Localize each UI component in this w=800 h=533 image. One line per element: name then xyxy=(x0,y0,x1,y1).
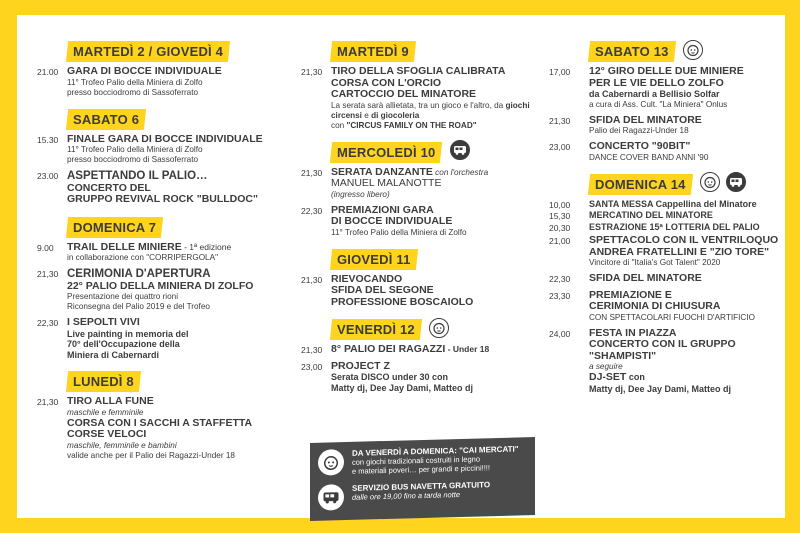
info-row-bus: SERVIZIO BUS NAVETTA GRATUITO dalle ore 19,00 fino a tarda notte xyxy=(318,479,527,502)
event: 22,30 I SEPOLTI VIVI Live painting in memoria del 70° dell'Occupazione della Miniera di Cabernardi xyxy=(37,316,189,360)
day-header: LUNEDÌ 8 xyxy=(66,371,141,392)
column-2 xyxy=(301,35,549,398)
event: 22,30 PREMIAZIONI GARA DI BOCCE INDIVIDUALE 11° Trofeo Palio della Miniera di Zolfo xyxy=(301,203,467,237)
event: 23.00 ASPETTANDO IL PALIO… CONCERTO DEL GRUPPO REVIVAL ROCK "BULLDOC" xyxy=(37,170,258,205)
info-row-markets: DA VENERDÌ A DOMENICA: "CAI MERCATI" con giochi tradizionali costruiti in legno e materiali poveri… per grandi e piccini!!!! xyxy=(318,444,527,476)
bus-icon xyxy=(450,140,470,160)
column-3 xyxy=(549,35,779,399)
day-header: DOMENICA 14 xyxy=(588,174,693,195)
day-header: MARTEDÌ 9 xyxy=(330,41,416,62)
event: 22,30 SFIDA DEL MINATORE xyxy=(549,272,702,284)
event: 10,00 SANTA MESSA Cappellina del Minatore xyxy=(549,198,757,210)
event: 21,00 SPETTACOLO CON IL VENTRILOQUO ANDREA FRATELLINI E "ZIO TORE" Vincitore di "Italia's Got Talent" 2020 xyxy=(549,234,779,267)
event: 21.00 GARA DI BOCCE INDIVIDUALE 11° Trofeo Palio della Miniera di Zolfo presso bocciodromo di Sassoferrato xyxy=(37,65,222,97)
day-header: VENERDÌ 12 xyxy=(330,319,422,340)
event: 21,30 SFIDA DEL MINATORE Palio dei Ragazzi-Under 18 xyxy=(549,113,702,135)
event: 17,00 12° GIRO DELLE DUE MINIERE PER LE VIE DELLO ZOLFO da Cabernardi a Bellisio Solfar a cura di Ass. Cult. "La Miniera" Onlus xyxy=(549,65,744,109)
event: 21,30 CERIMONIA D'APERTURA 22° PALIO DELLA MINIERA DI ZOLFO Presentazione dei quattro rioni Riconsegna del Palio 2019 e del Trofeo xyxy=(37,268,254,311)
kid-icon xyxy=(700,172,720,192)
kid-icon xyxy=(429,318,449,338)
day-header: SABATO 13 xyxy=(588,41,676,62)
bus-icon xyxy=(726,172,746,192)
kid-icon xyxy=(318,449,344,476)
day-header: MERCOLEDÌ 10 xyxy=(330,142,443,163)
bus-icon xyxy=(318,484,344,511)
event: 21,30 RIEVOCANDO SFIDA DEL SEGONE PROFESSIONE BOSCAIOLO xyxy=(301,272,474,308)
event: 21,30 8° PALIO DEI RAGAZZI - Under 18 xyxy=(301,343,490,355)
event: 23,00 CONCERTO "90BIT" DANCE COVER BAND ANNI '90 xyxy=(549,140,709,162)
event: 23,30 PREMIAZIONE E CERIMONIA DI CHIUSURA CON SPETTACOLARI FUOCHI D'ARTIFICIO xyxy=(549,288,755,322)
event: 15.30 FINALE GARA DI BOCCE INDIVIDUALE 11° Trofeo Palio della Miniera di Zolfo presso bocciodromo di Sassoferrato xyxy=(37,132,263,164)
event: 21,30 TIRO ALLA FUNE maschile e femminile CORSA CON I SACCHI A STAFFETTA CORSE VELOCI maschile, femminile e bambini valide anche per il Palio dei Ragazzi-Under 18 xyxy=(37,395,253,460)
event: 21,30 SERATA DANZANTE con l'orchestra MANUEL MALANOTTE (ingresso libero) xyxy=(301,165,489,199)
info-box xyxy=(310,437,535,521)
event: 20,30 ESTRAZIONE 15ª LOTTERIA DEL PALIO xyxy=(549,221,760,233)
program-card xyxy=(17,15,785,518)
day-header: DOMENICA 7 xyxy=(66,217,163,238)
day-header: SABATO 6 xyxy=(66,109,146,130)
kid-icon xyxy=(683,40,703,60)
event: 24,00 FESTA IN PIAZZA CONCERTO CON IL GRUPPO "SHAMPISTI" a seguire DJ-SET con Matty dj, Dee Jay Dami, Matteo dj xyxy=(549,326,736,394)
event: 15,30 MERCATINO DEL MINATORE xyxy=(549,210,713,221)
column-1 xyxy=(37,35,309,466)
day-header: MARTEDÌ 2 / GIOVEDÌ 4 xyxy=(66,41,230,62)
event: 21,30 TIRO DELLA SFOGLIA CALIBRATA CORSA CON L'ORCIO CARTOCCIO DEL MINATORE La serata sarà allietata, tra un gioco e l'altro, da giochi circensi e di giocoleria con "CIRCUS FAMILY ON THE ROAD" xyxy=(301,65,530,130)
event: 23,00 PROJECT Z Serata DISCO under 30 con Matty dj, Dee Jay Dami, Matteo dj xyxy=(301,359,474,393)
event: 9.00 TRAIL DELLE MINIERE - 1ª edizione in collaborazione con "CORRIPERGOLA" xyxy=(37,240,232,262)
day-header: GIOVEDÌ 11 xyxy=(330,249,418,270)
